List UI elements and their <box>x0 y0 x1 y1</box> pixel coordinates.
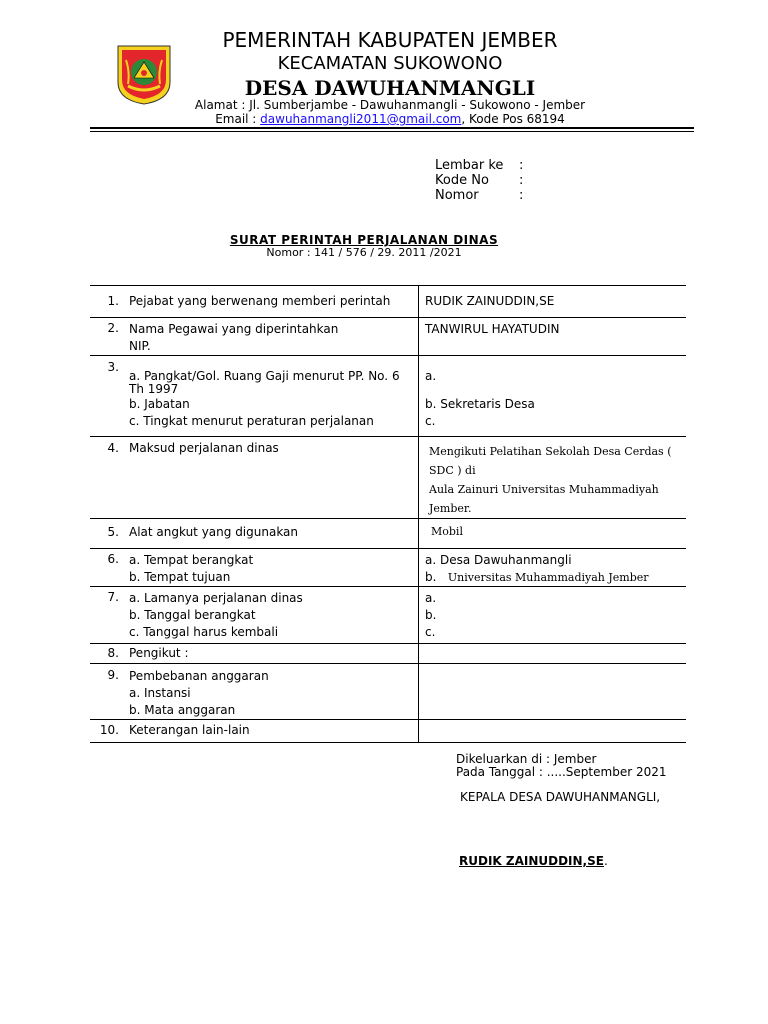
table-row: 8. Pengikut : <box>90 644 686 664</box>
table-row: 10. Keterangan lain-lain <box>90 720 686 743</box>
header-address: Alamat : Jl. Sumberjambe - Dawuhanmangli - Sukowono - Jember <box>194 98 586 112</box>
table-row: 9. Pembebanan anggaran a. Instansi b. Mata anggaran <box>90 664 686 720</box>
email-label: Email : <box>215 112 261 126</box>
travel-order-table <box>90 285 686 743</box>
issued-place: Dikeluarkan di : Jember <box>456 752 597 766</box>
document-number: Nomor : 141 / 576 / 29. 2011 /2021 <box>266 246 462 259</box>
table-row: 6. a. Tempat berangkat b. Tempat tujuan a. Desa Dawuhanmangli b. Universitas Muhammadiyah Jember <box>90 549 686 587</box>
document-title: SURAT PERINTAH PERJALANAN DINAS <box>229 233 499 247</box>
issued-date: Pada Tanggal : .....September 2021 <box>456 765 667 779</box>
table-row: 1. Pejabat yang berwenang memberi perintah RUDIK ZAINUDDIN,SE <box>90 286 686 318</box>
table-row: 4. Maksud perjalanan dinas Mengikuti Pelatihan Sekolah Desa Cerdas ( SDC ) di Aula Zainuri Universitas Muhammadiyah Jember. <box>90 437 686 519</box>
meta-nomor: Nomor : <box>435 188 524 203</box>
header-village: DESA DAWUHANMANGLI <box>244 76 536 100</box>
table-row: 7. a. Lamanya perjalanan dinas b. Tanggal berangkat c. Tanggal harus kembali a. b. c. <box>90 587 686 644</box>
header-government: PEMERINTAH KABUPATEN JEMBER <box>222 28 558 52</box>
header-rule-thin <box>90 131 694 132</box>
signatory-position: KEPALA DESA DAWUHANMANGLI, <box>460 790 661 804</box>
table-row: 5. Alat angkut yang digunakan Mobil <box>90 519 686 549</box>
table-row: 2. Nama Pegawai yang diperintahkan NIP. TANWIRUL HAYATUDIN <box>90 318 686 356</box>
header-district: KECAMATAN SUKOWONO <box>277 53 503 74</box>
signatory-name: RUDIK ZAINUDDIN,SE. <box>459 854 608 868</box>
header-email-line <box>0 112 768 126</box>
email-link[interactable]: dawuhanmangli2011@gmail.com <box>260 112 462 126</box>
table-row: 3. a. Pangkat/Gol. Ruang Gaji menurut PP. No. 6 Th 1997 b. Jabatan c. Tingkat menurut peraturan perjalanan a. b. Sekretaris Desa c. <box>90 356 686 437</box>
postal-code: , Kode Pos 68194 <box>461 112 565 126</box>
meta-lembar: Lembar ke : <box>435 158 524 173</box>
header-rule-thick <box>90 127 694 129</box>
meta-kode: Kode No : <box>435 173 524 188</box>
